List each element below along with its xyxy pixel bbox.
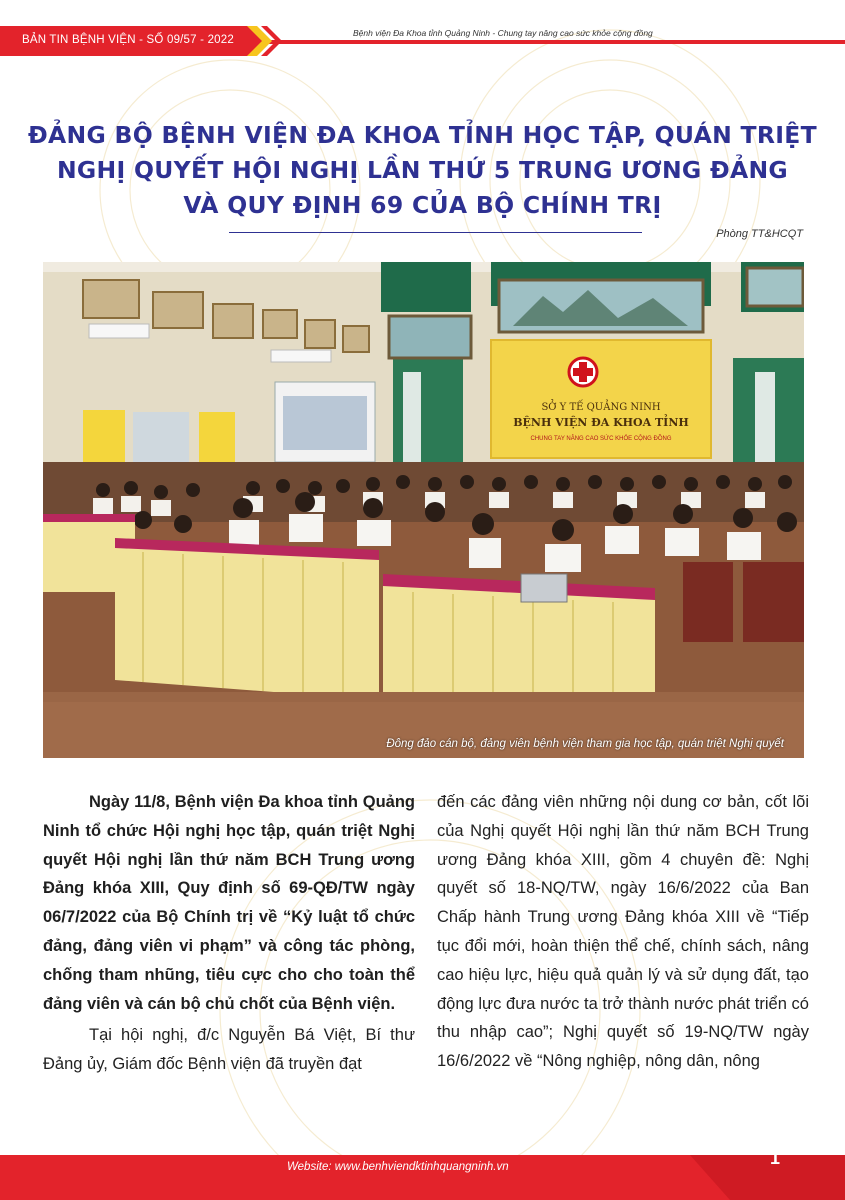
header-tagline: Bệnh viện Đa Khoa tỉnh Quảng Ninh - Chung tay nâng cao sức khỏe cộng đồng: [353, 28, 653, 38]
article-title: [0, 118, 845, 223]
newsletter-label: BẢN TIN BỆNH VIỆN - SỐ 09/57 - 2022: [22, 34, 234, 46]
body-paragraph: Tại hội nghị, đ/c Nguyễn Bá Việt, Bí thư Đảng ủy, Giám đốc Bệnh viện đã truyền đạt: [43, 1026, 415, 1074]
page-number: 1: [770, 1148, 781, 1168]
title-underline: [229, 232, 642, 233]
body-paragraph-continued: đến các đảng viên những nội dung cơ bản, cốt lõi của Nghị quyết Hội nghị lần thứ năm BCH Trung ương Đảng khóa XIII, gồm 4 chuyên đề: Nghị quyết số 18-NQ/TW, ngày 16/6/2022 của Ban Chấp hành Trung ương Đảng khóa XIII về “Tiếp tục đổi mới, hoàn thiện thể chế, chính sách, nâng cao hiệu lực, hiệu quả quản lý và sử dụng đất, tạo động lực đưa nước ta trở thành nước phát triển có thu nhập cao”; Nghị quyết số 19-NQ/TW ngày 16/6/2022 về “Nông nghiệp, nông dân, nông: [437, 793, 809, 1071]
newsletter-header: [0, 22, 845, 60]
article-column-left: [43, 788, 415, 1079]
banner-line-2: BỆNH VIỆN ĐA KHOA TỈNH: [513, 416, 689, 429]
article-byline: Phòng TT&HCQT: [716, 228, 803, 240]
title-line-3: VÀ QUY ĐỊNH 69 CỦA BỘ CHÍNH TRỊ: [183, 191, 662, 219]
photo-caption: Đông đảo cán bộ, đảng viên bệnh viện tham gia học tập, quán triệt Nghị quyết: [386, 738, 784, 750]
article-column-right: [437, 788, 809, 1076]
title-line-1: ĐẢNG BỘ BỆNH VIỆN ĐA KHOA TỈNH HỌC TẬP, QUÁN TRIỆT: [28, 121, 817, 149]
footer-website: Website: www.benhviendktinhquangninh.vn: [287, 1161, 509, 1173]
conference-hall-illustration: [43, 262, 804, 758]
header-rule: [250, 40, 845, 44]
title-line-2: NGHỊ QUYẾT HỘI NGHỊ LẦN THỨ 5 TRUNG ƯƠNG ĐẢNG: [56, 156, 789, 184]
lead-paragraph: Ngày 11/8, Bệnh viện Đa khoa tỉnh Quảng Ninh tổ chức Hội nghị học tập, quán triệt Nghị quyết Hội nghị lần thứ năm BCH Trung ương Đảng khóa XIII, Quy định số 69-QĐ/TW ngày 06/7/2022 của Bộ Chính trị về “Kỷ luật tổ chức đảng, đảng viên vi phạm” và công tác phòng, chống tham nhũng, tiêu cực cho cho toàn thể đảng viên và cán bộ chủ chốt của Bệnh viện.: [43, 793, 415, 1013]
chevron-decoration-icon: [245, 26, 285, 56]
conference-photo: [43, 262, 804, 758]
banner-line-1: SỞ Y TẾ QUẢNG NINH: [541, 402, 661, 413]
banner-line-3: CHUNG TAY NÂNG CAO SỨC KHỎE CỘNG ĐỒNG: [530, 436, 672, 442]
